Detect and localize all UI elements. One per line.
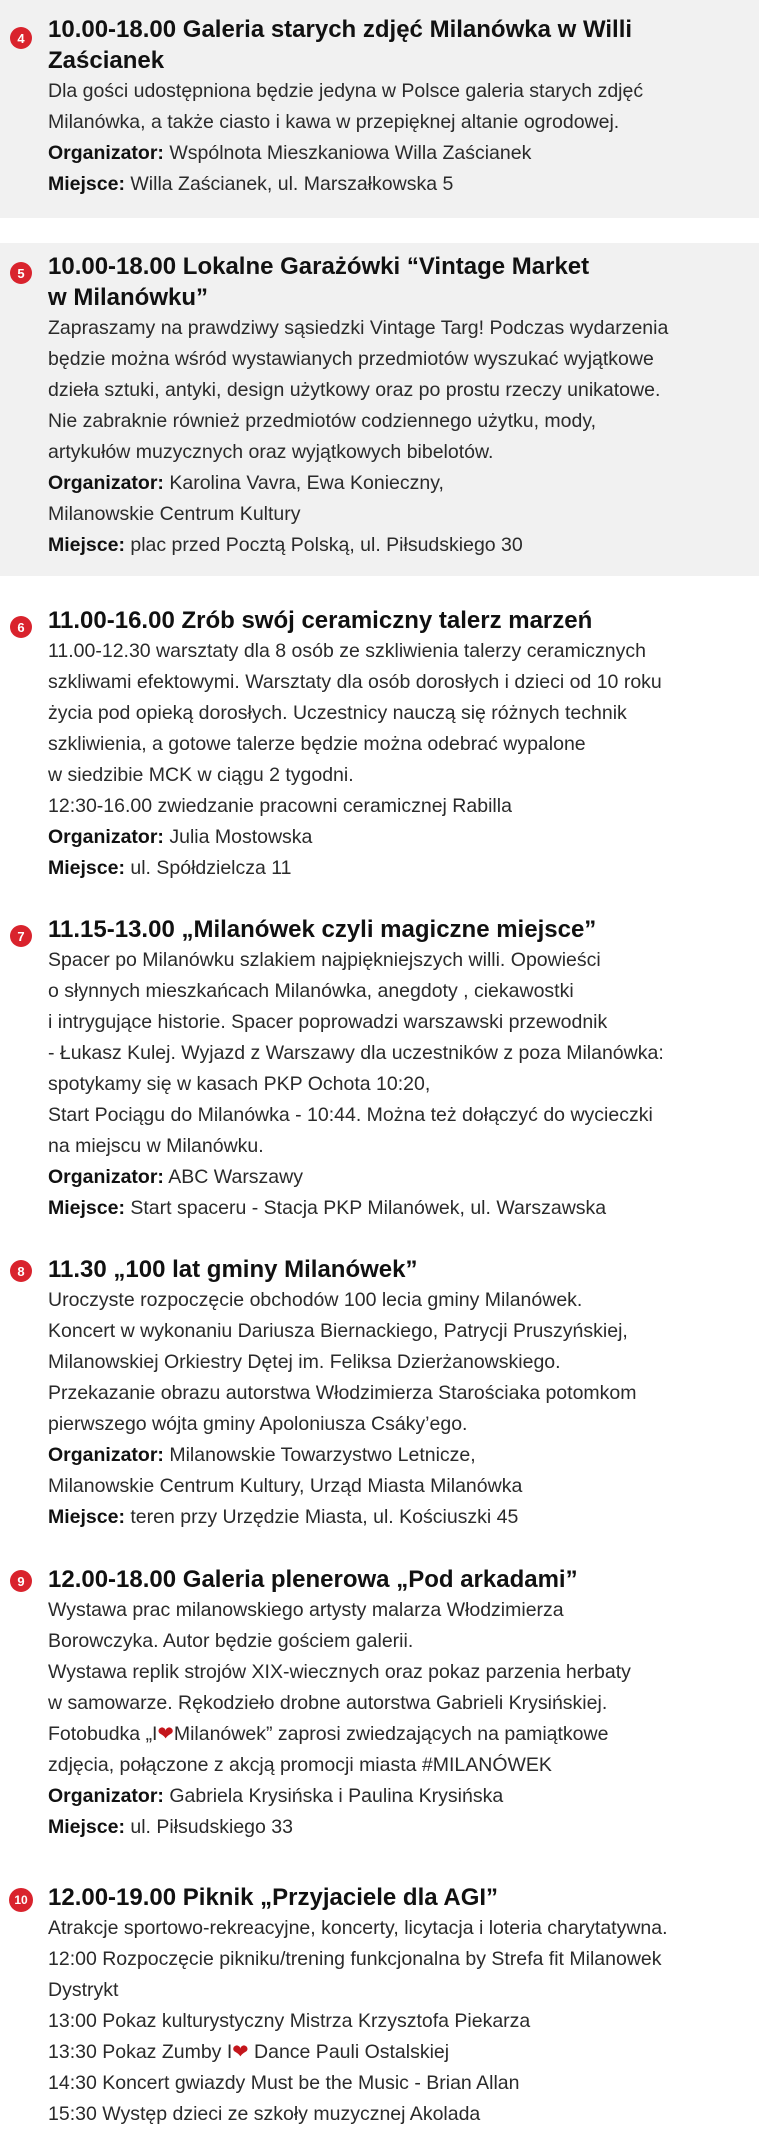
place-label: Miejsce:	[48, 1506, 125, 1528]
description-line: 13:00 Pokaz kulturystyczny Mistrza Krzysztofa Piekarza	[48, 2010, 531, 2032]
organizer-line	[48, 499, 755, 530]
organizer-value: Julia Mostowska	[163, 826, 313, 848]
organizer-value: Karolina Vavra, Ewa Konieczny,	[163, 472, 444, 494]
description-line: pierwszego wójta gminy Apoloniusza Csáky’ego.	[48, 1413, 468, 1435]
organizer-label: Organizator:	[48, 1166, 164, 1188]
place-label: Miejsce:	[48, 173, 125, 195]
description-line: - Łukasz Kulej. Wyjazd z Warszawy dla uczestników z poza Milanówka:	[48, 1042, 664, 1064]
description-line	[48, 2037, 755, 2068]
organizer-line	[48, 1471, 755, 1502]
event-section	[0, 1250, 759, 1540]
event-title: 11.00-16.00 Zrób swój ceramiczny talerz marzeń	[48, 607, 593, 634]
event-title: Zaścianek	[48, 47, 165, 74]
event-section	[0, 243, 759, 576]
event-section	[0, 1880, 759, 2144]
description-line: i intrygujące historie. Spacer poprowadzi warszawski przewodnik	[48, 1011, 608, 1033]
event-title: 11.15-13.00 „Milanówek czyli magiczne miejsce”	[48, 916, 597, 943]
description-line: Atrakcje sportowo-rekreacyjne, koncerty, licytacja i loteria charytatywna.	[48, 1917, 668, 1939]
description-line: Nie zabraknie również przedmiotów codziennego użytku, mody,	[48, 410, 597, 432]
event-number-badge: 4	[10, 27, 32, 49]
place-line	[48, 530, 755, 561]
place-line	[48, 1502, 755, 1533]
description-line: Borowczyka. Autor będzie gościem galerii.	[48, 1630, 414, 1652]
description-line: na miejscu w Milanówku.	[48, 1135, 264, 1157]
organizer-label: Organizator:	[48, 1444, 164, 1466]
event-number-badge: 6	[10, 616, 32, 638]
description-line: będzie można wśród wystawianych przedmiotów wyszukać wyjątkowe	[48, 348, 654, 370]
text-segment: Milanówek” zaprosi zwiedzających na pamiątkowe	[173, 1723, 609, 1745]
description-line: Dystrykt	[48, 1979, 119, 2001]
place-label: Miejsce:	[48, 534, 125, 556]
description-line: Milanowskiej Orkiestry Dętej im. Feliksa Dzierżanowskiego.	[48, 1351, 561, 1373]
place-label: Miejsce:	[48, 1197, 125, 1219]
place-label: Miejsce:	[48, 857, 125, 879]
place-value: plac przed Pocztą Polską, ul. Piłsudskiego 30	[124, 534, 523, 556]
organizer-value: Milanowskie Centrum Kultury	[48, 503, 301, 525]
organizer-line	[48, 1781, 755, 1812]
place-line	[48, 1193, 755, 1224]
event-title: 10.00-18.00 Galeria starych zdjęć Milanówka w Willi	[48, 16, 633, 43]
event-title: 11.30 „100 lat gminy Milanówek”	[48, 1256, 418, 1283]
description-line: Przekazanie obrazu autorstwa Włodzimierza Starościaka potomkom	[48, 1382, 637, 1404]
description-line: w siedzibie MCK w ciągu 2 tygodni.	[48, 764, 354, 786]
description-line: Koncert w wykonaniu Dariusza Biernackiego, Patrycji Pruszyńskiej,	[48, 1320, 628, 1342]
description-line: szkliwienia, a gotowe talerze będzie można odebrać wypalone	[48, 733, 586, 755]
organizer-line	[48, 1440, 755, 1471]
event-section	[0, 905, 759, 1245]
description-line: 12:00 Rozpoczęcie pikniku/trening funkcjonalna by Strefa fit Milanowek	[48, 1948, 662, 1970]
event-section	[0, 0, 759, 218]
description-line: o słynnych mieszkańcach Milanówka, anegdoty , ciekawostki	[48, 980, 574, 1002]
organizer-line	[48, 138, 755, 169]
description-line: 15:30 Występ dzieci ze szkoły muzycznej Akolada	[48, 2103, 481, 2125]
description-line: 12:30-16.00 zwiedzanie pracowni ceramicznej Rabilla	[48, 795, 512, 817]
place-line	[48, 1812, 755, 1843]
event-title: 10.00-18.00 Lokalne Garażówki “Vintage Market	[48, 253, 590, 280]
event-title: w Milanówku”	[48, 284, 209, 311]
description-line: spotykamy się w kasach PKP Ochota 10:20,	[48, 1073, 431, 1095]
description-line: 11.00-12.30 warsztaty dla 8 osób ze szkliwienia talerzy ceramicznych	[48, 640, 646, 662]
event-number-badge: 10	[9, 1888, 33, 1912]
description-line: szkliwami efektowymi. Warsztaty dla osób dorosłych i dzieci od 10 roku	[48, 671, 662, 693]
place-line	[48, 169, 755, 200]
description-line: Milanówka, a także ciasto i kawa w przepięknej altanie ogrodowej.	[48, 111, 620, 133]
description-line: zdjęcia, połączone z akcją promocji miasta #MILANÓWEK	[48, 1754, 552, 1776]
place-value: Start spaceru - Stacja PKP Milanówek, ul. Warszawska	[124, 1197, 607, 1219]
description-line: Dla gości udostępniona będzie jedyna w Polsce galeria starych zdjęć	[48, 80, 644, 102]
description-line: Spacer po Milanówku szlakiem najpiękniejszych willi. Opowieści	[48, 949, 601, 971]
description-line: dzieła sztuki, antyki, design użytkowy oraz po prostu rzeczy unikatowe.	[48, 379, 661, 401]
organizer-label: Organizator:	[48, 142, 164, 164]
description-line: w samowarze. Rękodzieło drobne autorstwa Gabrieli Krysińskiej.	[48, 1692, 608, 1714]
text-segment: 13:30 Pokaz Zumby I	[48, 2041, 233, 2063]
organizer-value: ABC Warszawy	[163, 1166, 303, 1188]
description-line: Start Pociągu do Milanówka - 10:44. Można też dołączyć do wycieczki	[48, 1104, 653, 1126]
organizer-value: Milanowskie Centrum Kultury, Urząd Miasta Milanówka	[48, 1475, 523, 1497]
description-line: Zapraszamy na prawdziwy sąsiedzki Vintage Targ! Podczas wydarzenia	[48, 317, 669, 339]
heart-icon: ❤	[232, 2041, 249, 2063]
event-section	[0, 1558, 759, 1874]
description-line: Wystawa replik strojów XIX-wiecznych oraz pokaz parzenia herbaty	[48, 1661, 631, 1683]
place-line	[48, 853, 755, 884]
organizer-label: Organizator:	[48, 1785, 164, 1807]
description-line	[48, 1719, 755, 1750]
event-number-badge: 8	[10, 1260, 32, 1282]
organizer-line	[48, 1162, 755, 1193]
heart-icon: ❤	[157, 1723, 174, 1745]
organizer-line	[48, 468, 755, 499]
organizer-label: Organizator:	[48, 826, 164, 848]
event-number-badge: 9	[10, 1570, 32, 1592]
text-segment: Dance Pauli Ostalskiej	[248, 2041, 450, 2063]
place-value: teren przy Urzędzie Miasta, ul. Kościuszki 45	[124, 1506, 519, 1528]
organizer-value: Wspólnota Mieszkaniowa Willa Zaścianek	[163, 142, 532, 164]
description-line: Wystawa prac milanowskiego artysty malarza Włodzimierza	[48, 1599, 564, 1621]
event-number-badge: 5	[10, 262, 32, 284]
organizer-value: Gabriela Krysińska i Paulina Krysińska	[163, 1785, 504, 1807]
organizer-value: Milanowskie Towarzystwo Letnicze,	[163, 1444, 476, 1466]
organizer-label: Organizator:	[48, 472, 164, 494]
description-line: Uroczyste rozpoczęcie obchodów 100 lecia gminy Milanówek.	[48, 1289, 583, 1311]
event-number-badge: 7	[10, 925, 32, 947]
description-line: życia pod opieką dorosłych. Uczestnicy nauczą się różnych technik	[48, 702, 627, 724]
text-segment: Fotobudka „I	[48, 1723, 158, 1745]
event-title: 12.00-19.00 Piknik „Przyjaciele dla AGI”	[48, 1884, 499, 1911]
place-value: ul. Piłsudskiego 33	[124, 1816, 293, 1838]
place-value: Willa Zaścianek, ul. Marszałkowska 5	[124, 173, 454, 195]
event-title: 12.00-18.00 Galeria plenerowa „Pod arkadami”	[48, 1566, 578, 1593]
organizer-line	[48, 822, 755, 853]
place-value: ul. Spółdzielcza 11	[124, 857, 292, 879]
event-section	[0, 598, 759, 901]
place-label: Miejsce:	[48, 1816, 125, 1838]
description-line: artykułów muzycznych oraz wyjątkowych bibelotów.	[48, 441, 494, 463]
description-line: 14:30 Koncert gwiazdy Must be the Music - Brian Allan	[48, 2072, 520, 2094]
